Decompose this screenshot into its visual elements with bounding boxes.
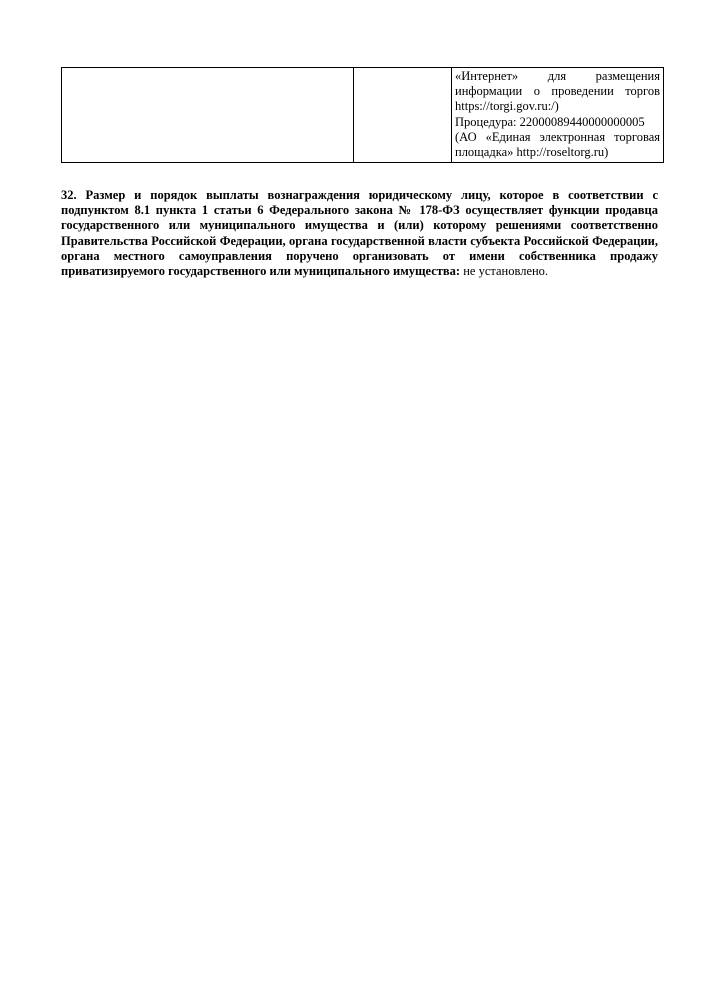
table-cell-col2 (354, 68, 452, 163)
cell-line: «Интернет» для размещения (455, 69, 660, 83)
cell-line: Процедура: 22000089440000000005 (455, 114, 645, 129)
section-value: не установлено. (463, 264, 549, 279)
cell-line: (АО «Единая электронная торговая (455, 129, 660, 144)
table-row (62, 68, 664, 163)
table-cell-col1 (62, 68, 354, 163)
section-number: 32. (61, 188, 77, 202)
section-32-paragraph (61, 188, 658, 279)
section-heading: Размер и порядок выплаты вознаграждения юридическому лицу, которое в соответствии с подпунктом 8.1 пункта 1 статьи 6 Федерального закона № 178-ФЗ осуществляет функции продавца государственного или муниципального имущества и (или) которому решениями соответственно Правительства Российской Федерации, органа государственной власти субъекта Российской Федерации, органа местного самоуправления поручено организовать от имени собственника продажу приватизируемого государственного или муниципального имущества: (61, 188, 659, 279)
document-table (61, 67, 664, 163)
cell-line: https://torgi.gov.ru:/) (455, 99, 559, 114)
cell-line: площадка» http://roseltorg.ru) (455, 145, 609, 160)
table-cell-col3 (452, 68, 664, 163)
cell-line: информации о проведении торгов (455, 84, 660, 99)
cell-text-block (452, 68, 663, 162)
